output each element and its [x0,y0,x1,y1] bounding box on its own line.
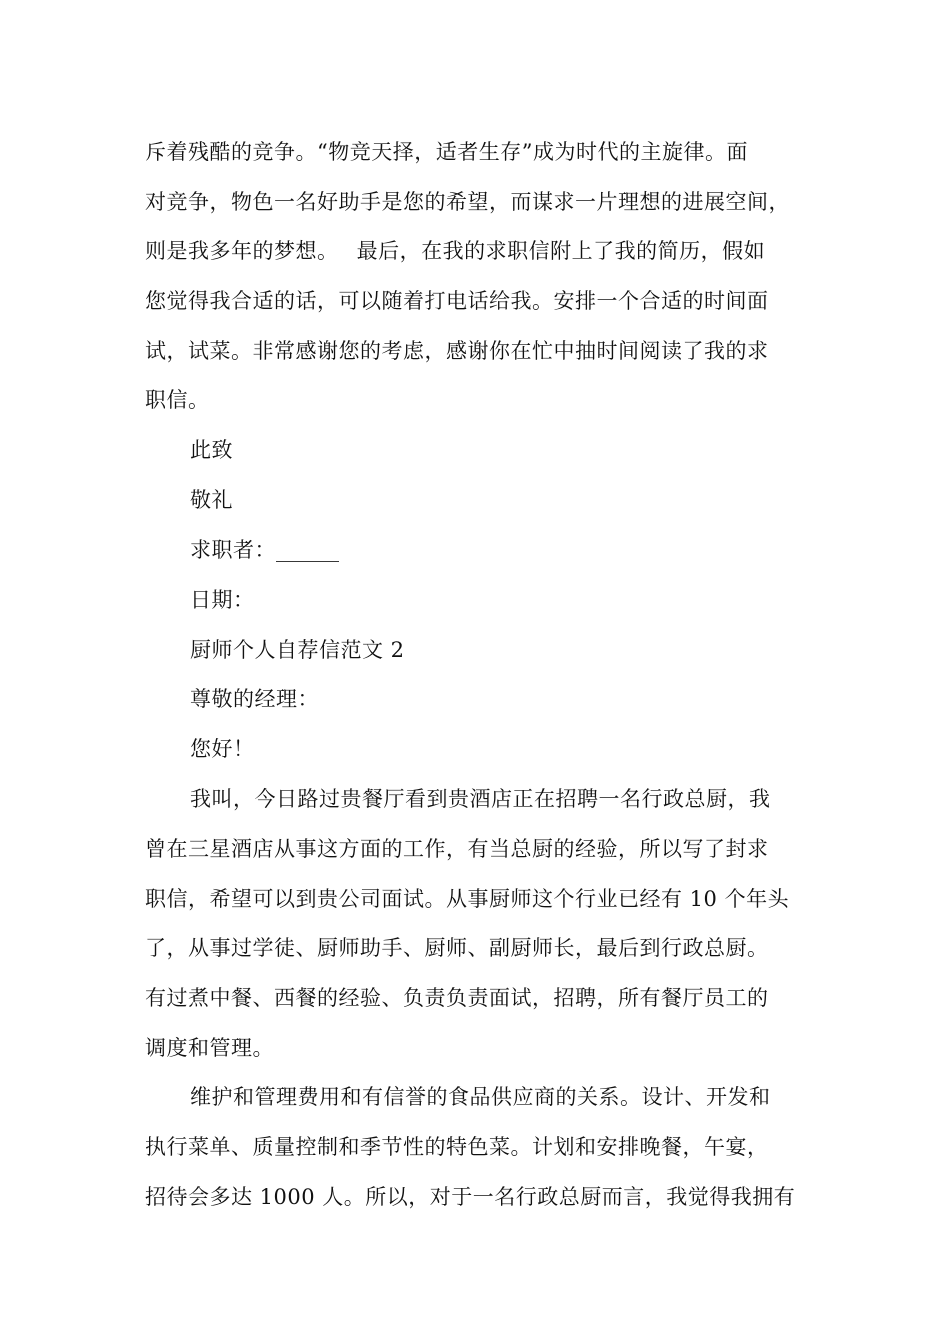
paragraph-line: 招待会多达 1000 人。所以，对于一名行政总厨而言，我觉得我拥有 [145,1185,796,1209]
applicant-blank: ______ [276,538,339,562]
closing-line: 此致 [190,438,233,462]
paragraph-line: 对竞争，物色一名好助手是您的希望，而谋求一片理想的进展空间， [145,190,790,214]
paragraph-line: 职信，希望可以到贵公司面试。从事厨师这个行业已经有 10 个年头 [145,887,790,911]
paragraph-line: 试，试菜。非常感谢您的考虑，感谢你在忙中抽时间阅读了我的求 [145,339,769,363]
applicant-label: 求职者： [190,538,276,562]
closing-line: 敬礼 [190,488,233,512]
paragraph-line: 曾在三星酒店从事这方面的工作，有当总厨的经验，所以写了封求 [145,837,769,861]
applicant-line [190,535,870,565]
paragraph-line: 则是我多年的梦想。 最后，在我的求职信附上了我的简历，假如 [145,239,766,263]
paragraph-line: 了，从事过学徒、厨师助手、厨师、副厨师长，最后到行政总厨。 [145,936,769,960]
paragraph-line: 有过煮中餐、西餐的经验、负责负责面试，招聘，所有餐厅员工的 [145,986,769,1010]
paragraph-line: 职信。 [145,388,210,412]
greeting: 您好！ [190,737,255,761]
date-label: 日期： [190,588,255,612]
paragraph-line: 我叫，今日路过贵餐厅看到贵酒店正在招聘一名行政总厨，我 [190,787,771,811]
section-title: 厨师个人自荐信范文 2 [190,638,405,662]
paragraph-line: 调度和管理。 [145,1036,274,1060]
paragraph-line: 维护和管理费用和有信誉的食品供应商的关系。设计、开发和 [190,1085,771,1109]
paragraph-line: 您觉得我合适的话，可以随着打电话给我。安排一个合适的时间面 [145,289,769,313]
paragraph-line: 执行菜单、质量控制和季节性的特色菜。计划和安排晚餐，午宴， [145,1135,769,1159]
salutation: 尊敬的经理： [190,687,319,711]
paragraph-line: 斥着残酷的竞争。“物竞天择，适者生存”成为时代的主旋律。面 [145,140,748,164]
